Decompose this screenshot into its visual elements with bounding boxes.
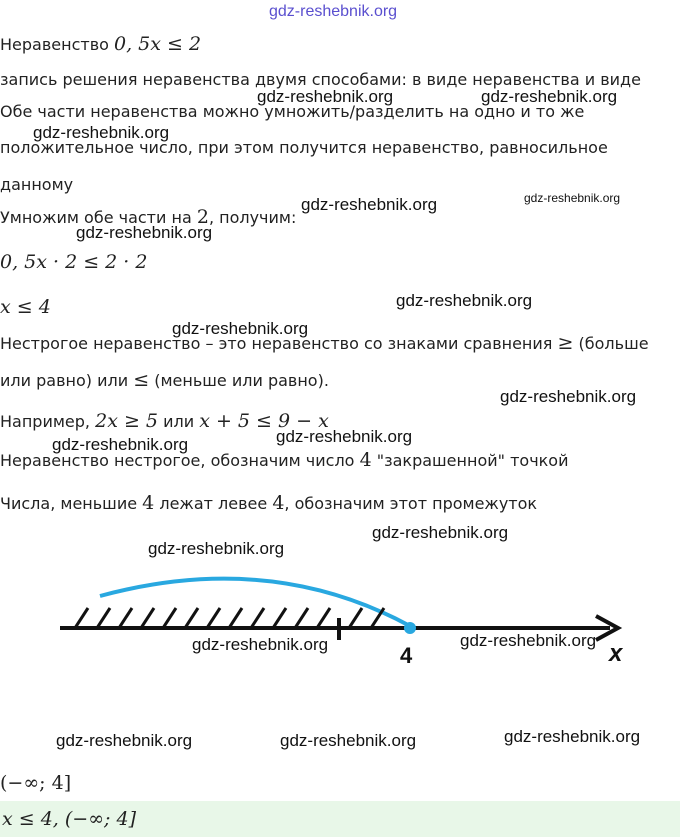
text-line-9 [0, 332, 649, 354]
geq-symbol: ≥ [557, 332, 574, 354]
point-description: Неравенство нестрогое, обозначим число [0, 451, 355, 470]
filled-point [404, 622, 416, 634]
watermark: gdz-reshebnik.org [52, 435, 189, 454]
nonstrict-definition: Нестрогое неравенство – это неравенство со знаками сравнения [0, 334, 553, 353]
watermark: gdz-reshebnik.org [372, 523, 509, 542]
watermark: gdz-reshebnik.org [56, 731, 193, 750]
inequality-label: Неравенство [0, 35, 109, 54]
axis-label: x [609, 640, 623, 667]
interval-description-mid: лежат левее [154, 494, 268, 513]
point-description-suffix: "закрашенной" точкой [371, 451, 569, 470]
text-line-3: Обе части неравенства можно умножить/разделить на одно и то же [0, 102, 585, 121]
watermark: gdz-reshebnik.org [524, 191, 621, 205]
multiply-suffix: , получим: [208, 208, 297, 227]
multiplier-number: 2 [196, 206, 209, 228]
multiply-text: Умножим обе части на [0, 208, 192, 227]
watermark: gdz-reshebnik.org [33, 123, 170, 142]
watermark: gdz-reshebnik.org [504, 727, 641, 746]
leq-symbol: ≤ [133, 369, 150, 391]
interval-description: Числа, меньшие [0, 494, 138, 513]
answer-text: x ≤ 4, (−∞; 4] [2, 808, 136, 830]
text-line-5: данному [0, 175, 74, 194]
example-label: Например, [0, 412, 91, 431]
point-label: 4 [400, 643, 413, 668]
watermark: gdz-reshebnik.org [257, 87, 394, 106]
number-line-diagram [0, 560, 680, 680]
interval-description-suffix: , обозначим этот промежуток [284, 494, 538, 513]
watermark: gdz-reshebnik.org [172, 319, 309, 338]
example-math-1: 2x ≥ 5 [95, 410, 159, 432]
interval-result: (−∞; 4] [0, 772, 72, 794]
or-text: или равно) или [0, 371, 129, 390]
example-or: или [158, 412, 200, 431]
text-line-1 [0, 33, 201, 55]
text-line-2: запись решения неравенства двумя способами: в виде неравенства и виде [0, 70, 641, 89]
point-number: 4 [359, 449, 372, 471]
watermark: gdz-reshebnik.org [481, 87, 618, 106]
math-line-multiplied: 0, 5x · 2 ≤ 2 · 2 [0, 251, 148, 273]
interval-number-2: 4 [272, 492, 285, 514]
leq-description: (меньше или равно). [149, 371, 329, 390]
inequality-math: 0, 5x ≤ 2 [114, 33, 202, 55]
text-line-4: положительное число, при этом получится неравенство, равносильное [0, 138, 608, 157]
interval-number-1: 4 [142, 492, 155, 514]
watermark: gdz-reshebnik.org [280, 731, 417, 750]
watermark: gdz-reshebnik.org [192, 635, 329, 654]
watermark: gdz-reshebnik.org [148, 539, 285, 558]
example-math-2: x + 5 ≤ 9 − x [199, 410, 329, 432]
watermark: gdz-reshebnik.org [76, 223, 213, 242]
watermark: gdz-reshebnik.org [301, 195, 438, 214]
geq-description: (больше [573, 334, 649, 353]
text-line-13 [0, 492, 537, 514]
text-line-10 [0, 369, 329, 391]
watermark: gdz-reshebnik.org [460, 631, 597, 650]
watermark: gdz-reshebnik.org [396, 291, 533, 310]
math-line-result: x ≤ 4 [0, 296, 51, 318]
watermark: gdz-reshebnik.org [276, 427, 413, 446]
watermark-top: gdz-reshebnik.org [269, 3, 398, 20]
watermark: gdz-reshebnik.org [500, 387, 637, 406]
